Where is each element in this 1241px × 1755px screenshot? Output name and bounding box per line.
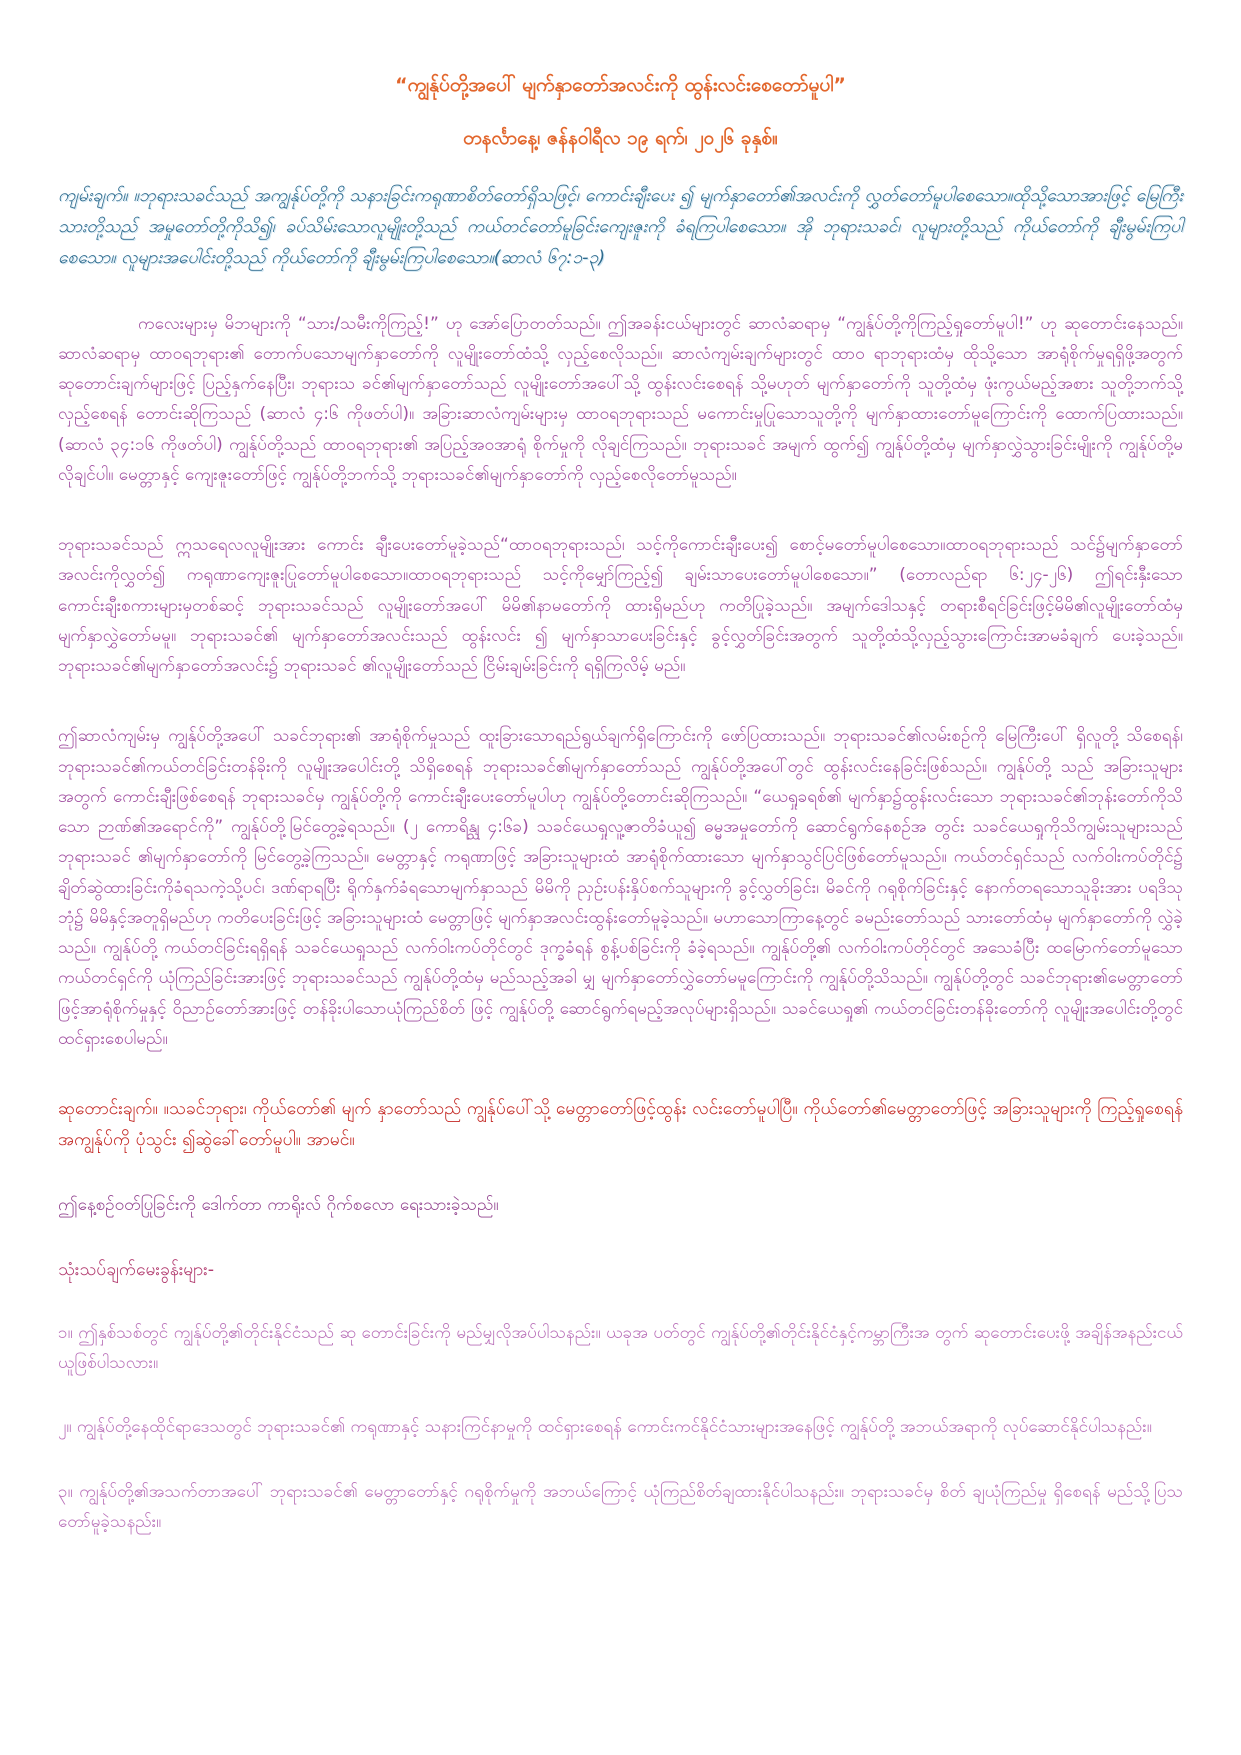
body-paragraph-1: ကလေးများမှ မိဘများကို “သား/သမီးကိုကြည့်!” ဟု အော်ပြောတတ်သည်။ ဤအခန်းငယ်များတွင် ဆာလံဆရာမှ “ကျွန်ုပ်တို့ကိုကြည့်ရှုတော်မူပါ!” ဟု ဆုတောင်းနေသည်။ ဆာလံဆရာမှ ထာဝရဘုရား၏ တောက်ပသောမျက်နှာတော်ကို လူမျိုးတော်ထံသို့ လှည့်စေလိုသည်။ ဆာလံကျမ်းချက်များတွင် ထာဝ ရာဘုရားထံမှ ထိုသို့သော အာရုံစိုက်မှုရရှိဖို့အတွက် ဆုတောင်းချက်များဖြင့် ပြည့်နှက်နေပြီး၊ ဘုရားသ ခင်၏မျက်နှာတော်သည် လူမျိုးတော်အပေါ်သို့ ထွန်းလင်းစေရန် သို့မဟုတ် မျက်နှာတော်ကို သူတို့ထံမှ ဖုံးကွယ်မည့်အစား သူတို့ဘက်သို့ လှည့်စေရန် တောင်းဆိုကြသည် (ဆာလံ ၄:၆ ကိုဖတ်ပါ)။ အခြားဆာလံကျမ်းများမှ ထာဝရဘုရားသည် မကောင်းမှုပြုသောသူတို့ကို မျက်နှာထားတော်မူကြောင်းကို ထောက်ပြထားသည်။ (ဆာလံ ၃၄:၁၆ ကိုဖတ်ပါ) ကျွန်ုပ်တို့သည် ထာဝရဘုရား၏ အပြည့်အဝအာရုံ စိုက်မှုကို လိုချင်ကြသည်။ ဘုရားသခင် အမျက် ထွက်၍ ကျွန်ုပ်တို့ထံမှ မျက်နှာလွှဲသွားခြင်းမျိုးကို ကျွန်ုပ်တို့မလိုချင်ပါ။ မေတ္တာနှင့် ကျေးဇူးတော်ဖြင့် ကျွန်ုပ်တို့ဘက်သို့ ဘုရားသခင်၏မျက်နှာတော်ကို လှည့်စေလိုတော်မူသည်။	[58, 313, 1183, 485]
question-item-2: ၂။ ကျွန်ုပ်တို့နေထိုင်ရာဒေသတွင် ဘုရားသခင်၏ ကရုဏာနှင့် သနားကြင်နာမှုကို ထင်ရှားစေရန် ကောင်းကင်နိုင်ငံသားများအနေဖြင့် ကျွန်ုပ်တို့ အဘယ်အရာကို လုပ်ဆောင်နိုင်ပါသနည်း။	[58, 1417, 1152, 1438]
attribution-line: ဤနေ့စဉ်ဝတ်ပြုခြင်းကို ဒေါက်တာ ကာရိုးလ် ဂိုက်စလော ရေးသားခဲ့သည်။	[58, 1195, 499, 1216]
body-paragraph-2: ဘုရားသခင်သည် ဣသရေလလူမျိုးအား ကောင်း ချီးပေးတော်မူခဲ့သည်“ထာဝရဘုရားသည်၊ သင့်ကိုကောင်းချီးပေး၍ စောင့်မတော်မူပါစေသော။ထာဝရဘုရားသည် သင်၌မျက်နှာတော်အလင်းကိုလွှတ်၍ ကရုဏာကျေးဇူးပြုတော်မူပါစေသော။ထာဝရဘုရားသည် သင့်ကိုမျှော်ကြည့်၍ ချမ်းသာပေးတော်မူပါစေသော။” (တောလည်ရာ ၆:၂၄-၂၆) ဤရင်းနှီးသော ကောင်းချီးစကားများမှတစ်ဆင့် ဘုရားသခင်သည် လူမျိုးတော်အပေါ် မိမိ၏နာမတော်ကို ထားရှိမည်ဟု ကတိပြုခဲ့သည်။ အမျက်ဒေါသနှင့် တရားစီရင်ခြင်းဖြင့်မိမိ၏လူမျိုးတော်ထံမှ မျက်နှာလွှဲတော်မမူ။ ဘုရားသခင်၏ မျက်နှာတော်အလင်းသည် ထွန်းလင်း ၍ မျက်နှာသာပေးခြင်းနှင့် ခွင့်လွှတ်ခြင်းအတွက် သူတို့ထံသို့လှည့်သွားကြောင်းအာမခံချက် ပေးခဲ့သည်။ ဘုရားသခင်၏မျက်နှာတော်အလင်း၌ ဘုရားသခင် ၏လူမျိုးတော်သည် ငြိမ်းချမ်းခြင်းကို ရရှိကြလိမ့် မည်။	[58, 535, 1183, 677]
page-title: “ကျွန်ုပ်တို့အပေါ် မျက်နှာတော်အလင်းကို ထွန်းလင်းစေတော်မူပါ”	[395, 74, 846, 96]
date-line: တနင်္လာနေ့၊ ဇန်နဝါရီလ ၁၉ ရက်၊ ၂၀၂၆ ခုနှစ်။	[463, 126, 778, 149]
body-paragraph-3: ဤဆာလံကျမ်းမှ ကျွန်ုပ်တို့အပေါ် သခင်ဘုရား၏ အာရုံစိုက်မှုသည် ထူးခြားသောရည်ရွယ်ချက်ရှိကြောင်းကို ဖော်ပြထားသည်။ ဘုရားသခင်၏လမ်းစဉ်ကို မြေကြီးပေါ် ရှိလူတို့ သိစေရန်၊ ဘုရားသခင်၏ကယ်တင်ခြင်းတန်ခိုးကို လူမျိုးအပေါင်းတို့ သိရှိစေရန် ဘုရားသခင်၏မျက်နှာတော်သည် ကျွန်ုပ်တို့အပေါ်တွင် ထွန်းလင်းနေခြင်းဖြစ်သည်။ ကျွန်ုပ်တို့ သည် အခြားသူများအတွက် ကောင်းချီးဖြစ်စေရန် ဘုရားသခင်မှ ကျွန်ုပ်တို့ကို ကောင်းချီးပေးတော်မူပါဟု ကျွန်ုပ်တို့တောင်းဆိုကြသည်။ “ယေရှုခရစ်၏ မျက်နှာ၌ထွန်းလင်းသော ဘုရားသခင်၏ဘုန်းတော်ကိုသိသော ဉာဏ်၏အရောင်ကို” ကျွန်ုပ်တို့မြင်တွေ့ခဲ့ရသည်။ (၂ ကောရိန္သု ၄:၆ခ) သခင်ယေရှုလူ့ဇာတိခံယူ၍ ဓမ္မအမှုတော်ကို ဆောင်ရွက်နေစဉ်အ တွင်း သခင်ယေရှုကိုသိကျွမ်းသူများသည် ဘုရားသခင် ၏မျက်နှာတော်ကို မြင်တွေ့ခဲ့ကြသည်။ မေတ္တာနှင့် ကရုဏာဖြင့် အခြားသူများထံ အာရုံစိုက်ထားသော မျက်နှာသွင်ပြင်ဖြစ်တော်မူသည်။ ကယ်တင်ရှင်သည် လက်ဝါးကပ်တိုင်၌ ချိတ်ဆွဲထားခြင်းကိုခံရသကဲ့သို့ပင်၊ ဒဏ်ရာရပြီး ရိုက်နှက်ခံရသောမျက်နှာသည် မိမိကို ညှဉ်းပန်းနှိပ်စက်သူများကို ခွင့်လွှတ်ခြင်း၊ မိခင်ကို ဂရုစိုက်ခြင်းနှင့် နောက်တရသောသူခိုးအား ပရဒိသုဘုံ၌ မိမိနှင့်အတူရှိမည်ဟု ကတိပေးခြင်းဖြင့် အခြားသူများထံ မေတ္တာဖြင့် မျက်နှာအလင်းထွန်းတော်မူခဲ့သည်။ မဟာသောကြာနေ့တွင် ခမည်းတော်သည် သားတော်ထံမှ မျက်နှာတော်ကို လွှဲခဲ့သည်။ ကျွန်ုပ်တို့ ကယ်တင်ခြင်းရရှိရန် သခင်ယေရှုသည် လက်ဝါးကပ်တိုင်တွင် ဒုက္ခခံရန် စွန့်ပစ်ခြင်းကို ခံခဲ့ရသည်။ ကျွန်ုပ်တို့၏ လက်ဝါးကပ်တိုင်တွင် အသေခံပြီး ထမြောက်တော်မူသော ကယ်တင်ရှင်ကို ယုံကြည်ခြင်းအားဖြင့် ဘုရားသခင်သည် ကျွန်ုပ်တို့ထံမှ မည်သည့်အခါ မျှ မျက်နှာတော်လွှဲတော်မမူကြောင်းကို ကျွန်ုပ်တို့သိသည်။ ကျွန်ုပ်တို့တွင် သခင်ဘုရား၏မေတ္တာတော်ဖြင့်အာရုံစိုက်မှုနှင့် ဝိညာဉ်တော်အားဖြင့် တန်ခိုးပါသောယုံကြည်စိတ် ဖြင့် ကျွန်ုပ်တို့ ဆောင်ရွက်ရမည့်အလုပ်များရှိသည်။ သခင်ယေရှု၏ ကယ်တင်ခြင်းတန်ခိုးတော်ကို လူမျိုးအပေါင်းတို့တွင် ထင်ရှားစေပါမည်။	[58, 726, 1183, 1049]
prayer-paragraph: ဆုတောင်းချက်။ ။သခင်ဘုရား၊ ကိုယ်တော်၏ မျက် နှာတော်သည် ကျွန်ုပ်ပေါ်သို့ မေတ္တာတော်ဖြင့်ထွန်း လင်းတော်မူပါပြီ။ ကိုယ်တော်၏မေတ္တာတော်ဖြင့် အခြားသူများကို ကြည့်ရှုစေရန် အကျွန်ုပ်ကို ပုံသွင်း ၍ဆွဲခေါ်တော်မူပါ။ အာမင်။	[58, 1099, 1183, 1151]
scripture-paragraph: ကျမ်းချက်။ ။ဘုရားသခင်သည် အကျွန်ုပ်တို့ကို သနားခြင်းကရုဏာစိတ်တော်ရှိသဖြင့်၊ ကောင်းချီးပေး ၍ မျက်နှာတော်၏အလင်းကို လွှတ်တော်မူပါစေသော။ထိုသို့သောအားဖြင့် မြေကြီးသားတို့သည် အမှုတော်တို့ကိုသိ၍၊ ခပ်သိမ်းသောလူမျိုးတို့သည် ကယ်တင်တော်မူခြင်းကျေးဇူးကို ခံရကြပါစေသော။ အို ဘုရားသခင်၊ လူများတို့သည် ကိုယ်တော်ကို ချီးမွမ်းကြပါစေသော။ လူများအပေါင်းတို့သည် ကိုယ်တော်ကို ချီးမွမ်းကြပါစေသော။(ဆာလံ ၆၇:၁-၃)	[58, 186, 1183, 269]
question-item-1: ၁။ ဤနှစ်သစ်တွင် ကျွန်ုပ်တို့၏တိုင်းနိုင်ငံသည် ဆု တောင်းခြင်းကို မည်မျှလိုအပ်ပါသနည်း။ ယခုအ ပတ်တွင် ကျွန်ုပ်တို့၏တိုင်းနိုင်ငံနှင့်ကမ္ဘာကြီးအ တွက် ဆုတောင်းပေးဖို့ အချိန်အနည်းငယ်ယူဖြစ်ပါသလား။	[58, 1322, 1183, 1374]
questions-heading: သုံးသပ်ချက်မေးခွန်းများ-	[58, 1259, 215, 1280]
question-item-3: ၃။ ကျွန်ုပ်တို့၏အသက်တာအပေါ် ဘုရားသခင်၏ မေတ္တာတော်နှင့် ဂရုစိုက်မှုကို အဘယ်ကြောင့် ယုံကြည်စိတ်ချထားနိုင်ပါသနည်း။ ဘုရားသခင်မှ စိတ် ချယုံကြည်မှု ရှိစေရန် မည်သို့ပြသတော်မူခဲ့သနည်း။	[58, 1481, 1183, 1532]
